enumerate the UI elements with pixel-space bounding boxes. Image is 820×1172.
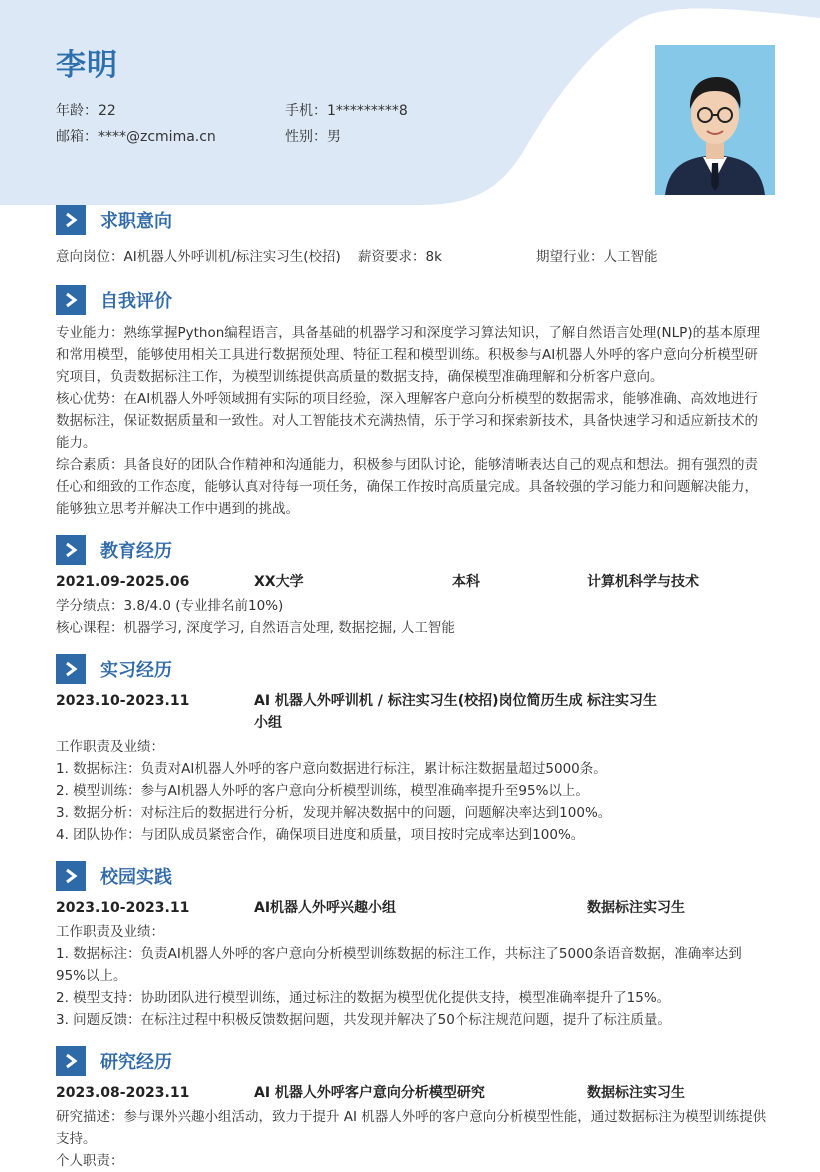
research-period: 2023.08-2023.11 bbox=[56, 1085, 190, 1101]
education-courses: 核心课程：机器学习, 深度学习, 自然语言处理, 数据挖掘, 人工智能 bbox=[56, 620, 455, 636]
internship-row-cont bbox=[56, 712, 768, 734]
gender-field: 性别：男 bbox=[285, 129, 341, 145]
list-item: 1. 数据标注：负责对AI机器人外呼的客户意向数据进行标注，累计标注数据量超过5000条。 bbox=[56, 761, 607, 777]
section-education-header bbox=[56, 535, 172, 565]
research-description: 研究描述：参与课外兴趣小组活动，致力于提升 AI 机器人外呼的客户意向分析模型性能，通过数据标注为模型训练提供支持。 bbox=[56, 1109, 767, 1147]
chevron-right-icon bbox=[56, 535, 86, 565]
chevron-right-icon bbox=[56, 654, 86, 684]
campus-role: 数据标注实习生 bbox=[587, 900, 685, 916]
chevron-right-icon bbox=[56, 205, 86, 235]
education-period: 2021.09-2025.06 bbox=[56, 574, 190, 590]
chevron-right-icon bbox=[56, 1046, 86, 1076]
intent-industry: 期望行业：人工智能 bbox=[536, 249, 658, 265]
list-item: 2. 模型支持：协助团队进行模型训练，通过标注的数据为模型优化提供支持，模型准确率提升了15%。 bbox=[56, 990, 671, 1006]
self-eval-strengths: 核心优势：在AI机器人外呼领域拥有实际的项目经验，深入理解客户意向分析模型的数据需求，能够准确、高效地进行数据标注，保证数据质量和一致性。对人工智能技术充满热情，乐于学习和探索新技术，具备快速学习和适应新技术的能力。 bbox=[56, 391, 758, 451]
section-title: 校园实践 bbox=[100, 867, 172, 888]
profile-photo bbox=[655, 45, 775, 195]
education-major: 计算机科学与技术 bbox=[587, 574, 699, 590]
education-school: XX大学 bbox=[254, 574, 304, 590]
internship-org: AI 机器人外呼训机 / 标注实习生(校招)岗位简历生成 bbox=[254, 693, 583, 709]
section-title: 自我评价 bbox=[100, 291, 172, 312]
section-title: 教育经历 bbox=[100, 541, 172, 562]
list-item: 3. 问题反馈：在标注过程中积极反馈数据问题，共发现并解决了50个标注规范问题，提升了标注质量。 bbox=[56, 1012, 671, 1028]
internship-row bbox=[56, 690, 768, 712]
internship-period: 2023.10-2023.11 bbox=[56, 693, 190, 709]
section-title: 求职意向 bbox=[100, 211, 172, 232]
section-title: 实习经历 bbox=[100, 660, 172, 681]
section-self-eval-header bbox=[56, 285, 172, 315]
internship-org-cont: 小组 bbox=[254, 715, 282, 731]
internship-duties-label: 工作职责及业绩： bbox=[56, 739, 164, 755]
campus-row bbox=[56, 897, 768, 919]
education-degree: 本科 bbox=[452, 574, 480, 590]
section-internship-header bbox=[56, 654, 172, 684]
research-role: 数据标注实习生 bbox=[587, 1085, 685, 1101]
education-gpa: 学分绩点：3.8/4.0 (专业排名前10%) bbox=[56, 598, 284, 614]
campus-duties-label: 工作职责及业绩： bbox=[56, 924, 164, 940]
section-title: 研究经历 bbox=[100, 1052, 172, 1073]
list-item: 4. 团队协作：与团队成员紧密合作，确保项目进度和质量，项目按时完成率达到100%。 bbox=[56, 827, 585, 843]
self-eval-qualities: 综合素质：具备良好的团队合作精神和沟通能力，积极参与团队讨论，能够清晰表达自己的观点和想法。拥有强烈的责任心和细致的工作态度，能够认真对待每一项任务，确保工作按时高质量完成。具备较强的学习能力和问题解决能力，能够独立思考并解决工作中遇到的挑战。 bbox=[56, 457, 758, 517]
list-item: 1. 数据标注：负责AI机器人外呼的客户意向分析模型训练数据的标注工作，共标注了5000条语音数据，准确率达到95%以上。 bbox=[56, 946, 742, 984]
chevron-right-icon bbox=[56, 285, 86, 315]
research-org: AI 机器人外呼客户意向分析模型研究 bbox=[254, 1085, 485, 1101]
list-item: 3. 数据分析：对标注后的数据进行分析，发现并解决数据中的问题，问题解决率达到100%。 bbox=[56, 805, 612, 821]
section-research-header bbox=[56, 1046, 172, 1076]
internship-role: 标注实习生 bbox=[587, 693, 657, 709]
section-campus-header bbox=[56, 861, 172, 891]
candidate-name: 李明 bbox=[56, 48, 118, 83]
campus-period: 2023.10-2023.11 bbox=[56, 900, 190, 916]
email-field: 邮箱：****@zcmima.cn bbox=[56, 129, 216, 145]
research-row bbox=[56, 1082, 768, 1104]
list-item: 2. 模型训练：参与AI机器人外呼的客户意向分析模型训练，模型准确率提升至95%以上。 bbox=[56, 783, 589, 799]
research-duties-label: 个人职责： bbox=[56, 1153, 124, 1169]
phone-field: 手机：1*********8 bbox=[285, 103, 408, 119]
chevron-right-icon bbox=[56, 861, 86, 891]
section-intent-header bbox=[56, 205, 172, 235]
age-field: 年龄：22 bbox=[56, 103, 116, 119]
campus-org: AI机器人外呼兴趣小组 bbox=[254, 900, 397, 916]
self-eval-skills: 专业能力：熟练掌握Python编程语言，具备基础的机器学习和深度学习算法知识，了解自然语言处理(NLP)的基本原理和常用模型，能够使用相关工具进行数据预处理、特征工程和模型训练。积极参与AI机器人外呼的客户意向分析模型研究项目，负责数据标注工作，为模型训练提供高质量的数据支持，确保模型准确理解和分析客户意向。 bbox=[56, 325, 761, 385]
intent-position: 意向岗位：AI机器人外呼训机/标注实习生(校招) bbox=[56, 249, 341, 265]
intent-salary: 薪资要求：8k bbox=[358, 249, 442, 265]
education-row bbox=[56, 571, 768, 593]
